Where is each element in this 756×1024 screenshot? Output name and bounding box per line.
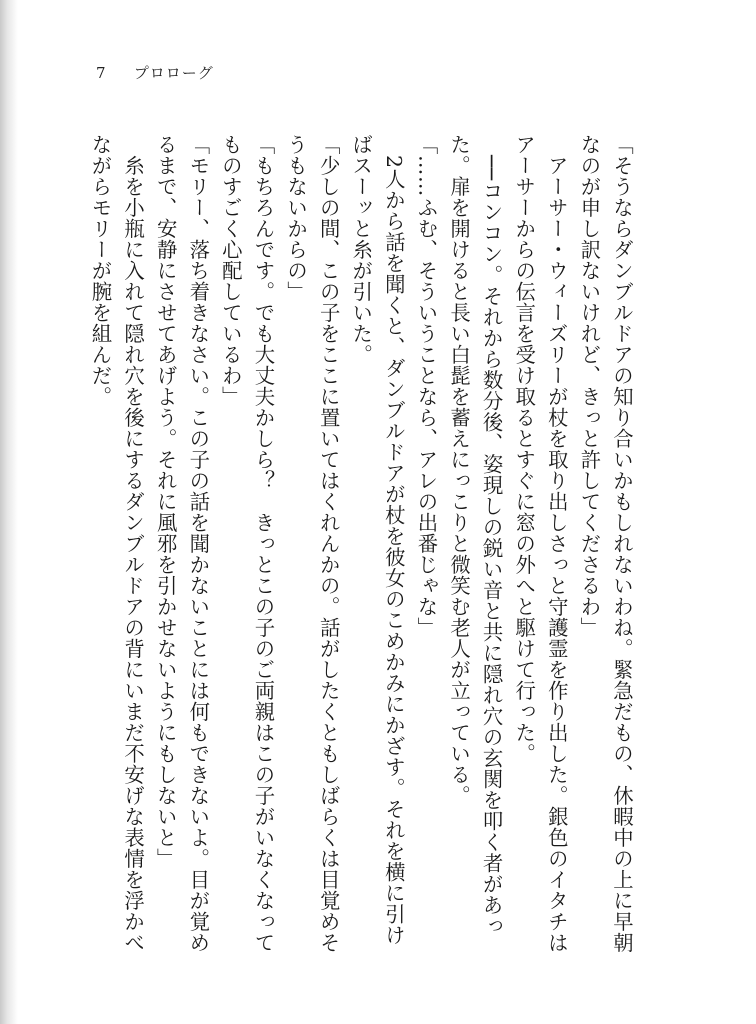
text-line: ながらモリーが腕を組んだ。 — [88, 134, 113, 407]
text-line: うもないからの」 — [284, 134, 309, 302]
text-line: ばスーッと糸が引いた。 — [349, 134, 374, 365]
running-header — [96, 62, 214, 83]
text-line: 「もちろんです。でも大丈夫かしら？ きっとこの子のご両親はこの子がいなくなって — [251, 134, 276, 953]
text-line: 「そうならダンブルドアの知り合いかもしれないわね。緊急だもの、休暇中の上に早朝 — [610, 134, 634, 953]
text-line: るまで、安静にさせてあげよう。それに風邪を引かせないようにもしないと」 — [153, 134, 178, 869]
chapter-title: プロローグ — [133, 64, 214, 82]
text-line: アーサーからの伝言を受け取るとすぐに窓の外へと駆けて行った。 — [512, 134, 537, 764]
text-line: 「……ふむ、そういうことなら、アレの出番じゃな」 — [414, 134, 439, 638]
text-line: 糸を小瓶に入れて隠れ穴を後にするダンブルドアの背にいまだ不安げな表情を浮かべ — [121, 134, 146, 953]
page-number: 7 — [96, 64, 107, 82]
text-line: た。扉を開けると長い白髭を蓄えにっこりと微笑む老人が立っている。 — [447, 134, 472, 806]
text-line: 「モリー、落ち着きなさい。この子の話を聞かないことには何もできないよ。目が覚め — [186, 134, 211, 953]
text-line: なのが申し訳ないけれど、きっと許してくださるわ」 — [577, 134, 602, 638]
text-line: ──コンコン。それから数分後、姿現しの鋭い音と共に隠れ穴の玄関を叩く者があっ — [479, 134, 504, 937]
text-line: アーサー・ウィーズリーが杖を取り出しさっと守護霊を作り出した。銀色のイタチは — [544, 134, 569, 953]
text-line: ものすごく心配しているわ」 — [218, 134, 243, 407]
text-line: 2人から話を聞くと、ダンブルドアが杖を彼女のこめかみにかざす。それを横に引け — [381, 134, 406, 946]
body-text — [84, 134, 638, 964]
page-edge-shadow — [0, 0, 18, 1024]
text-line: 「少しの間、この子をここに置いてはくれんかの。話がしたくともしばらくは目覚めそ — [316, 134, 341, 953]
